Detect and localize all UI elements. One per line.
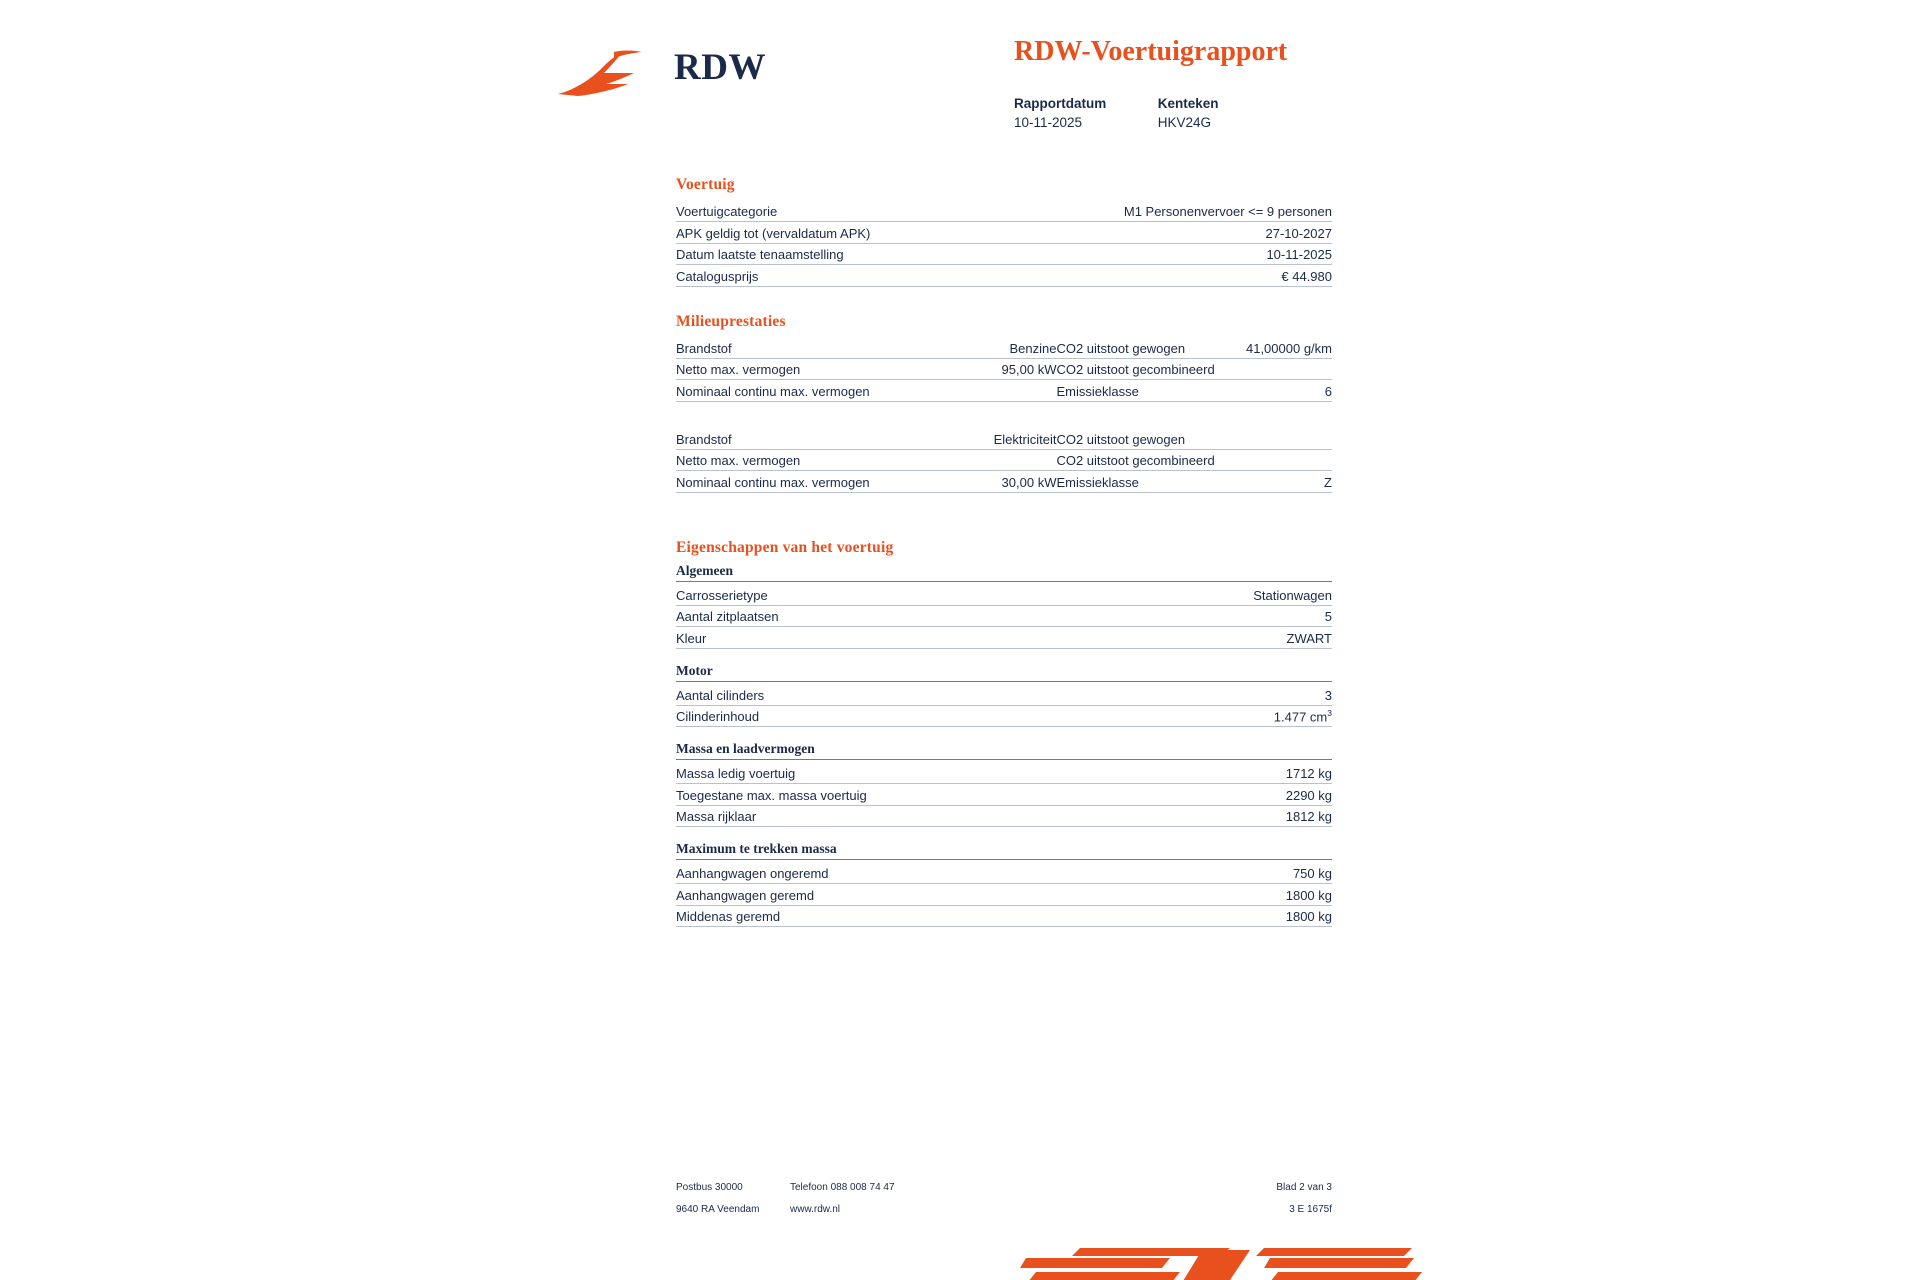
row-value: Elektriciteit <box>938 428 1056 450</box>
algemeen-table <box>676 584 1332 649</box>
row-value <box>938 449 1056 471</box>
row-label: Catalogusprijs <box>676 265 993 287</box>
row-label: Toegestane max. massa voertuig <box>676 784 1204 806</box>
row-value: 10-11-2025 <box>993 243 1332 265</box>
row-value-2 <box>1227 358 1332 380</box>
row-label: Middenas geremd <box>676 905 1179 927</box>
footer-row-1 <box>676 1182 1332 1204</box>
row-value: Stationwagen <box>1047 584 1332 606</box>
row-value: 1812 kg <box>1204 805 1332 827</box>
milieu-table-elektriciteit <box>676 428 1332 493</box>
row-label: Brandstof <box>676 337 938 359</box>
row-value: ZWART <box>1047 627 1332 649</box>
footer-row-2 <box>676 1204 1332 1226</box>
table-row <box>676 449 1332 471</box>
document-body <box>676 176 1332 927</box>
footer-website[interactable]: www.rdw.nl <box>790 1204 841 1215</box>
table-row <box>676 471 1332 493</box>
trekken-table <box>676 862 1332 927</box>
kenteken-label: Kenteken <box>1157 96 1219 111</box>
footer-postbus: Postbus 30000 <box>676 1182 743 1193</box>
table-row <box>676 862 1332 884</box>
subsection-motor-title: Motor <box>676 663 1332 682</box>
rapportdatum-label: Rapportdatum <box>1014 96 1107 111</box>
row-value <box>938 380 1056 402</box>
row-label-2: CO2 uitstoot gecombineerd <box>1056 449 1227 471</box>
row-value: M1 Personenvervoer <= 9 personen <box>993 200 1332 222</box>
row-label-2: CO2 uitstoot gewogen <box>1056 428 1227 450</box>
row-value: 95,00 kW <box>938 358 1056 380</box>
footer-decorative-graphic <box>1020 1248 1440 1280</box>
table-row <box>676 884 1332 906</box>
row-value-superscript: 3 <box>1327 707 1332 718</box>
row-value-2: 6 <box>1227 380 1332 402</box>
table-row <box>676 627 1332 649</box>
motor-table <box>676 684 1332 728</box>
row-label: Massa rijklaar <box>676 805 1204 827</box>
meta-kenteken <box>1158 96 1219 130</box>
page-title: RDW-Voertuigrapport <box>1014 36 1288 67</box>
footer-telefoon: Telefoon 088 008 74 47 <box>790 1182 895 1193</box>
table-row <box>676 805 1332 827</box>
footer-page-number: Blad 2 van 3 <box>1276 1182 1332 1193</box>
row-value-2 <box>1227 449 1332 471</box>
document-header <box>0 0 1920 150</box>
table-row <box>676 265 1332 287</box>
row-value-text: 1.477 cm <box>1273 709 1328 724</box>
row-value: € 44.980 <box>993 265 1332 287</box>
row-value-2: 41,00000 g/km <box>1227 337 1332 359</box>
section-eigenschappen <box>676 539 1332 928</box>
row-label-2: Emissieklasse <box>1056 380 1227 402</box>
row-value: 2290 kg <box>1204 784 1332 806</box>
logo-wordmark: RDW <box>674 47 766 88</box>
row-label: Datum laatste tenaamstelling <box>676 243 993 265</box>
table-row <box>676 222 1332 244</box>
row-label: Cilinderinhoud <box>676 705 1071 727</box>
table-row <box>676 337 1332 359</box>
row-label: Massa ledig voertuig <box>676 762 1204 784</box>
subsection-trekken-title: Maximum te trekken massa <box>676 841 1332 860</box>
table-row <box>676 428 1332 450</box>
meta-rapportdatum <box>1014 96 1154 130</box>
row-label-2: CO2 uitstoot gecombineerd <box>1056 358 1227 380</box>
row-label: Carrosserietype <box>676 584 1047 606</box>
table-row <box>676 200 1332 222</box>
row-label: Nominaal continu max. vermogen <box>676 471 938 493</box>
row-label: Aantal cilinders <box>676 684 1071 706</box>
row-value: 5 <box>1047 605 1332 627</box>
table-row <box>676 784 1332 806</box>
table-row <box>676 380 1332 402</box>
table-row <box>676 762 1332 784</box>
table-row <box>676 705 1332 727</box>
section-voertuig <box>676 176 1332 287</box>
subsection-algemeen-title: Algemeen <box>676 563 1332 582</box>
row-value: 750 kg <box>1179 862 1332 884</box>
row-label-2: CO2 uitstoot gewogen <box>1056 337 1227 359</box>
row-value-2: Z <box>1227 471 1332 493</box>
table-row <box>676 905 1332 927</box>
row-label: Kleur <box>676 627 1047 649</box>
row-value: 30,00 kW <box>938 471 1056 493</box>
row-value-2 <box>1227 428 1332 450</box>
row-value: 1800 kg <box>1179 905 1332 927</box>
row-value: 3 <box>1071 684 1332 706</box>
voertuig-table <box>676 200 1332 287</box>
footer-code: 3 E 1675f <box>1289 1204 1332 1215</box>
section-eigenschappen-title: Eigenschappen van het voertuig <box>676 538 894 556</box>
row-value: Benzine <box>938 337 1056 359</box>
table-row <box>676 358 1332 380</box>
table-row <box>676 605 1332 627</box>
section-voertuig-title: Voertuig <box>676 176 735 193</box>
rdw-stripes-icon <box>1020 1248 1440 1280</box>
row-label: Aantal zitplaatsen <box>676 605 1047 627</box>
table-row <box>676 684 1332 706</box>
footer-plaats: 9640 RA Veendam <box>676 1204 760 1215</box>
document-footer <box>676 1182 1332 1226</box>
subsection-massa-title: Massa en laadvermogen <box>676 741 1332 760</box>
row-label: Voertuigcategorie <box>676 200 993 222</box>
table-row <box>676 243 1332 265</box>
table-row <box>676 584 1332 606</box>
section-milieuprestaties-title: Milieuprestaties <box>676 312 786 330</box>
kenteken-value: HKV24G <box>1157 115 1212 130</box>
row-label: Netto max. vermogen <box>676 358 938 380</box>
rdw-logo <box>556 30 786 100</box>
milieu-table-benzine <box>676 337 1332 402</box>
row-label: Aanhangwagen geremd <box>676 884 1179 906</box>
report-meta <box>1014 96 1219 130</box>
row-label: Netto max. vermogen <box>676 449 938 471</box>
row-value: 27-10-2027 <box>993 222 1332 244</box>
row-value: 1800 kg <box>1179 884 1332 906</box>
section-milieuprestaties <box>676 313 1332 493</box>
row-value <box>1071 705 1332 727</box>
row-label: Brandstof <box>676 428 938 450</box>
row-label: Aanhangwagen ongeremd <box>676 862 1179 884</box>
row-value: 1712 kg <box>1204 762 1332 784</box>
rdw-swoosh-logo-icon <box>556 50 656 98</box>
rapportdatum-value: 10-11-2025 <box>1014 115 1083 130</box>
massa-table <box>676 762 1332 827</box>
row-label-2: Emissieklasse <box>1056 471 1227 493</box>
row-label: APK geldig tot (vervaldatum APK) <box>676 222 993 244</box>
row-label: Nominaal continu max. vermogen <box>676 380 938 402</box>
